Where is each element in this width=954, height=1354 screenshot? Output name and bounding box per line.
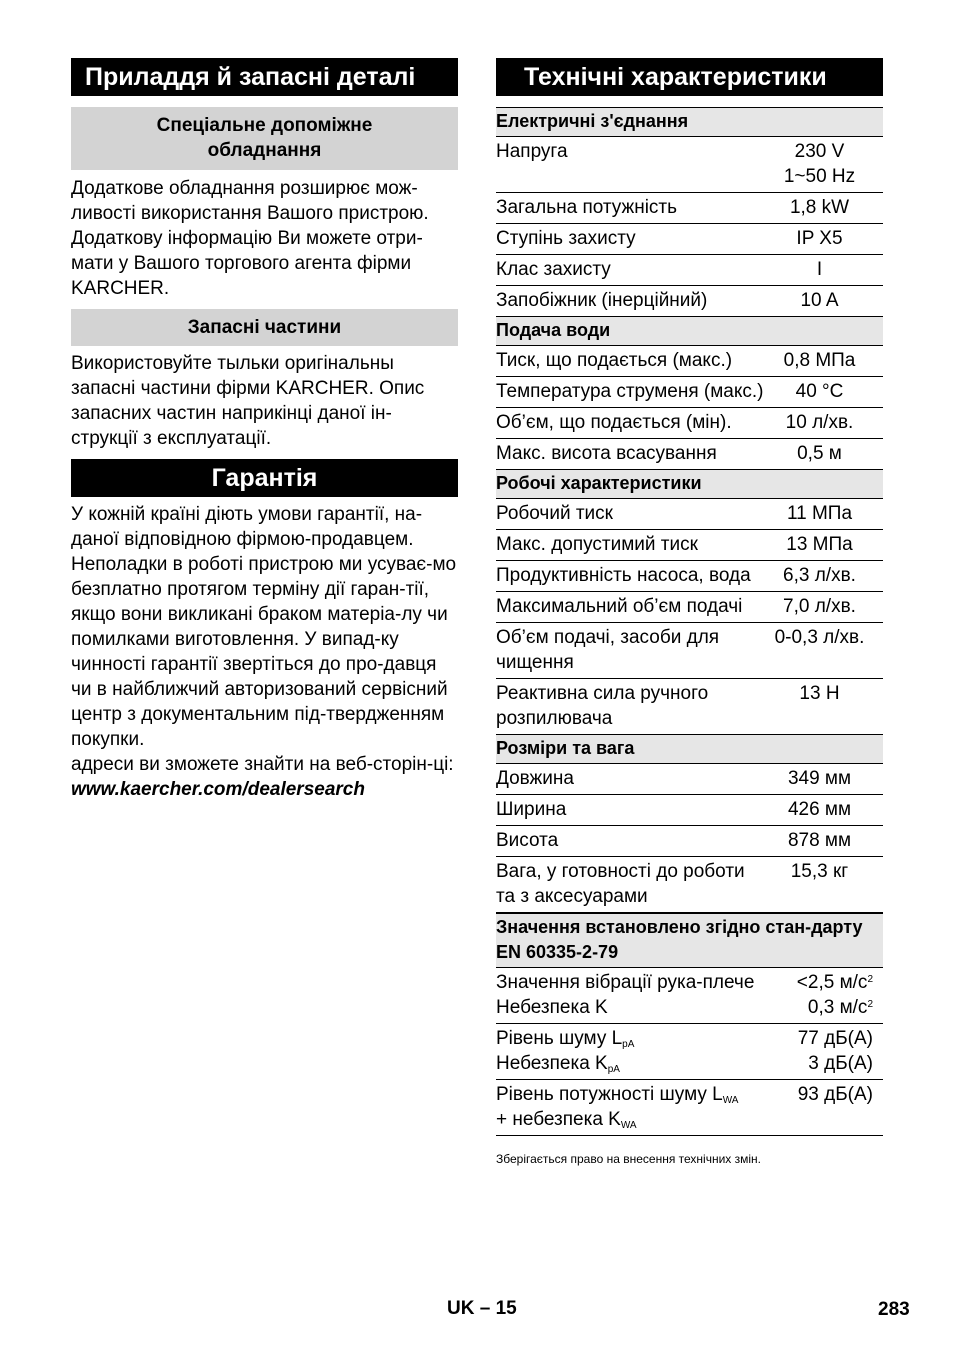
accessories-heading: Приладдя й запасні деталі [71,58,458,96]
tech-specs-table [496,107,883,1136]
tech-specs-heading: Технічні характеристики [496,58,883,96]
table-row: Рівень шуму $L_{pA}$ Небезпека $K_{pA}$ 77 дБ(А) 3 дБ(А) [496,1024,883,1080]
table-row: Макс. допустимий тиск 13 МПа [496,530,883,561]
table-row: Макс. висота всасування 0,5 м [496,439,883,470]
table-row: Ступінь захисту IP X5 [496,224,883,255]
table-row: Клас захисту I [496,255,883,286]
warranty-text: У кожній країні діють умови гарантії, на-даної відповідною фірмою-продавцем. Неполадки в роботі пристрою ми усуває-мо безплатно протягом терміну дії гаран-тії, якщо вони викликані браком матеріа-лу чи помилками виготовлення. У випад-ку чинності гарантії звертіться до про-давця чи в найближчий авторизований сервісний центр з документальним під-твердженням покупки. адреси ви зможете знайти на веб-сторін-ці: www.kaercher.com/dealersearch [71,504,457,800]
spare-parts-heading: Запасні частини [71,309,458,346]
table-row: Напруга 230 V 1~50 Hz [496,137,883,193]
page-number: 283 [878,1299,910,1320]
table-row: Загальна потужність 1,8 kW [496,193,883,224]
table-row: Запобіжник (інерційний) 10 A [496,286,883,317]
section-water: Подача води [496,317,883,346]
table-row: Реактивна сила ручного розпилювача 13 Н [496,679,883,735]
section-standard: Значення встановлено згідно стан-дарту EN 60335-2-79 [496,912,883,968]
table-row: Рівень потужності шуму $L_{WA}$ + небезпека $K_{WA}$ 93 дБ(А) [496,1080,883,1136]
table-row: Значення вібрації рука-плече Небезпека K <2,5 $м/с^2$ 0,3 $м/с^2$ [496,968,883,1024]
table-row: Продуктивність насоса, вода 6,3 л/хв. [496,561,883,592]
disclaimer-note: Зберігається право на внесення технічних змін. [496,1152,762,1166]
table-row: Висота 878 мм [496,826,883,857]
spare-parts-text: Використовуйте тыльки оригінальны запасні частини фірми KARCHER. Опис запасних частин наприкінці даної ін-струкції з експлуатації. [71,353,425,449]
right-column [496,58,883,1166]
left-column [71,58,458,802]
table-row: Максимальний об’єм подачі 7,0 л/хв. [496,592,883,623]
table-row: Вага, у готовності до роботи та з аксесуарами 15,3 кг [496,861,849,907]
table-row: Тиск, що подається (макс.) 0,8 МПа [496,346,883,377]
table-row: Ширина 426 мм [496,795,883,826]
special-equipment-text: Додаткове обладнання розширює мож-ливості використання Вашого пристрою. Додаткову інформацію Ви можете отри-мати у Вашого торгового агента фірми KARCHER. [71,178,429,299]
dealer-link[interactable]: www.kaercher.com/dealersearch [71,779,365,800]
table-row: Об’єм, що подається (мін). 10 л/хв. [496,408,883,439]
warranty-heading: Гарантія [71,459,458,497]
section-dimensions: Розміри та вага [496,735,883,764]
section-electric: Електричні з'єднання [496,108,883,137]
table-row: Робочий тиск 11 МПа [496,499,883,530]
special-equipment-heading: Спеціальне допоміжне обладнання [71,107,458,170]
table-row: Об’єм подачі, засоби для чищення 0-0,3 л/хв. [496,623,883,679]
footer-section-label: UK – 15 [447,1298,517,1319]
table-row: Температура струменя (макс.) 40 °C [496,377,883,408]
table-row: Довжина 349 мм [496,764,883,795]
section-work: Робочі характеристики [496,470,883,499]
address-text: адреси ви зможете знайти на веб-сторін-ці: [71,754,454,775]
